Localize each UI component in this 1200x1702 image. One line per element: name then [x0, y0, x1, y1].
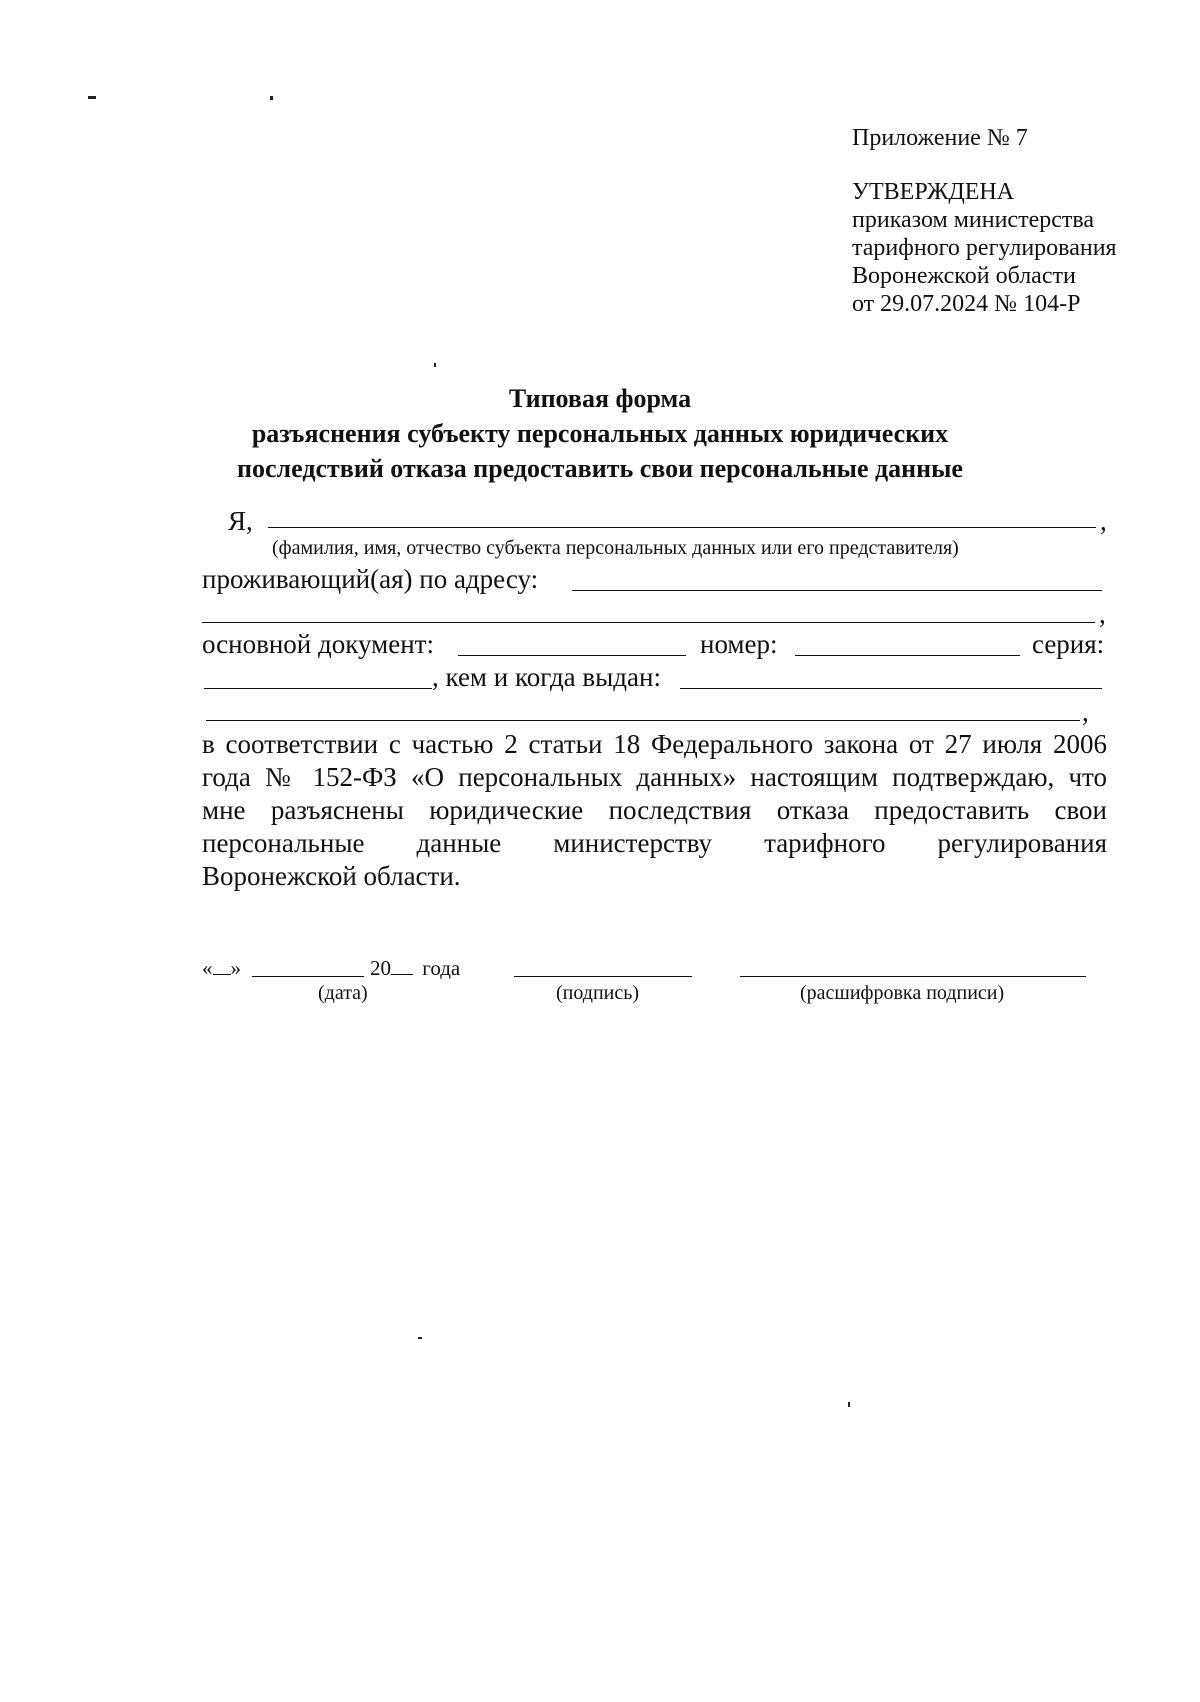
approval-line-3: Воронежской области: [852, 263, 1076, 289]
issued-input-line[interactable]: [680, 688, 1102, 689]
document-subtitle-1: разъяснения субъекту персональных данных юридических: [251, 419, 949, 448]
year-prefix: 20: [370, 956, 391, 980]
quote-close: »: [230, 956, 241, 980]
quote-open: «: [202, 956, 213, 980]
approval-line-4: от 29.07.2024 № 104-Р: [852, 291, 1081, 317]
scan-speck: [848, 1402, 850, 1407]
document-label: основной документ:: [202, 629, 434, 659]
number-input-line[interactable]: [795, 655, 1020, 656]
paragraph-line-1: в соответствии с частью 2 статьи 18 Федерального закона от 27 июля 2006: [202, 729, 1107, 759]
series-label: серия:: [1032, 629, 1105, 659]
day-blank[interactable]: [213, 960, 231, 975]
paragraph-line-2: года № 152-ФЗ «О персональных данных» настоящим подтверждаю, что: [202, 762, 1107, 792]
issued-label: , кем и когда выдан:: [432, 662, 661, 692]
scan-speck: [434, 363, 436, 367]
fio-input-line[interactable]: [268, 527, 1096, 528]
issued-input-line-2[interactable]: [206, 720, 1080, 721]
paragraph-line-4: персональные данные министерству тарифного регулирования: [202, 828, 1107, 858]
address-input-line[interactable]: [572, 590, 1102, 591]
issued-comma: ,: [1082, 697, 1089, 727]
approval-line-2: тарифного регулирования: [852, 235, 1117, 261]
approved-label: УТВЕРЖДЕНА: [852, 179, 1015, 205]
signature-decode-caption: (расшифровка подписи): [800, 982, 1005, 1004]
address-label: проживающий(ая) по адресу:: [202, 564, 539, 594]
signature-decode-input-line[interactable]: [740, 976, 1086, 977]
ya-label: Я,: [228, 506, 253, 536]
document-title: Типовая форма: [508, 384, 692, 413]
address-input-line-2[interactable]: [202, 622, 1095, 623]
year-blank[interactable]: [391, 960, 413, 975]
appendix-number: Приложение № 7: [852, 125, 1028, 151]
paragraph-line-5: Воронежской области.: [202, 861, 461, 891]
year-field[interactable]: [370, 956, 460, 980]
signature-input-line[interactable]: [514, 976, 692, 977]
scan-speck: [418, 1337, 422, 1339]
fio-caption: (фамилия, имя, отчество субъекта персональных данных или его представителя): [272, 537, 959, 559]
address-comma: ,: [1099, 599, 1106, 629]
number-label: номер:: [700, 629, 778, 659]
document-subtitle-2: последствий отказа предоставить свои персональные данные: [237, 454, 963, 483]
month-input-line[interactable]: [252, 976, 364, 977]
paragraph-line-3: мне разъяснены юридические последствия отказа предоставить свои: [202, 795, 1107, 825]
scan-speck: [88, 96, 96, 99]
approval-line-1: приказом министерства: [852, 207, 1095, 233]
fio-comma: ,: [1100, 506, 1107, 536]
scan-speck: [270, 96, 273, 100]
series-input-line[interactable]: [204, 688, 432, 689]
document-type-input-line[interactable]: [458, 655, 686, 656]
date-caption: (дата): [318, 982, 368, 1004]
signature-caption: (подпись): [556, 982, 640, 1004]
date-field[interactable]: [202, 956, 241, 980]
year-suffix: года: [422, 956, 461, 980]
